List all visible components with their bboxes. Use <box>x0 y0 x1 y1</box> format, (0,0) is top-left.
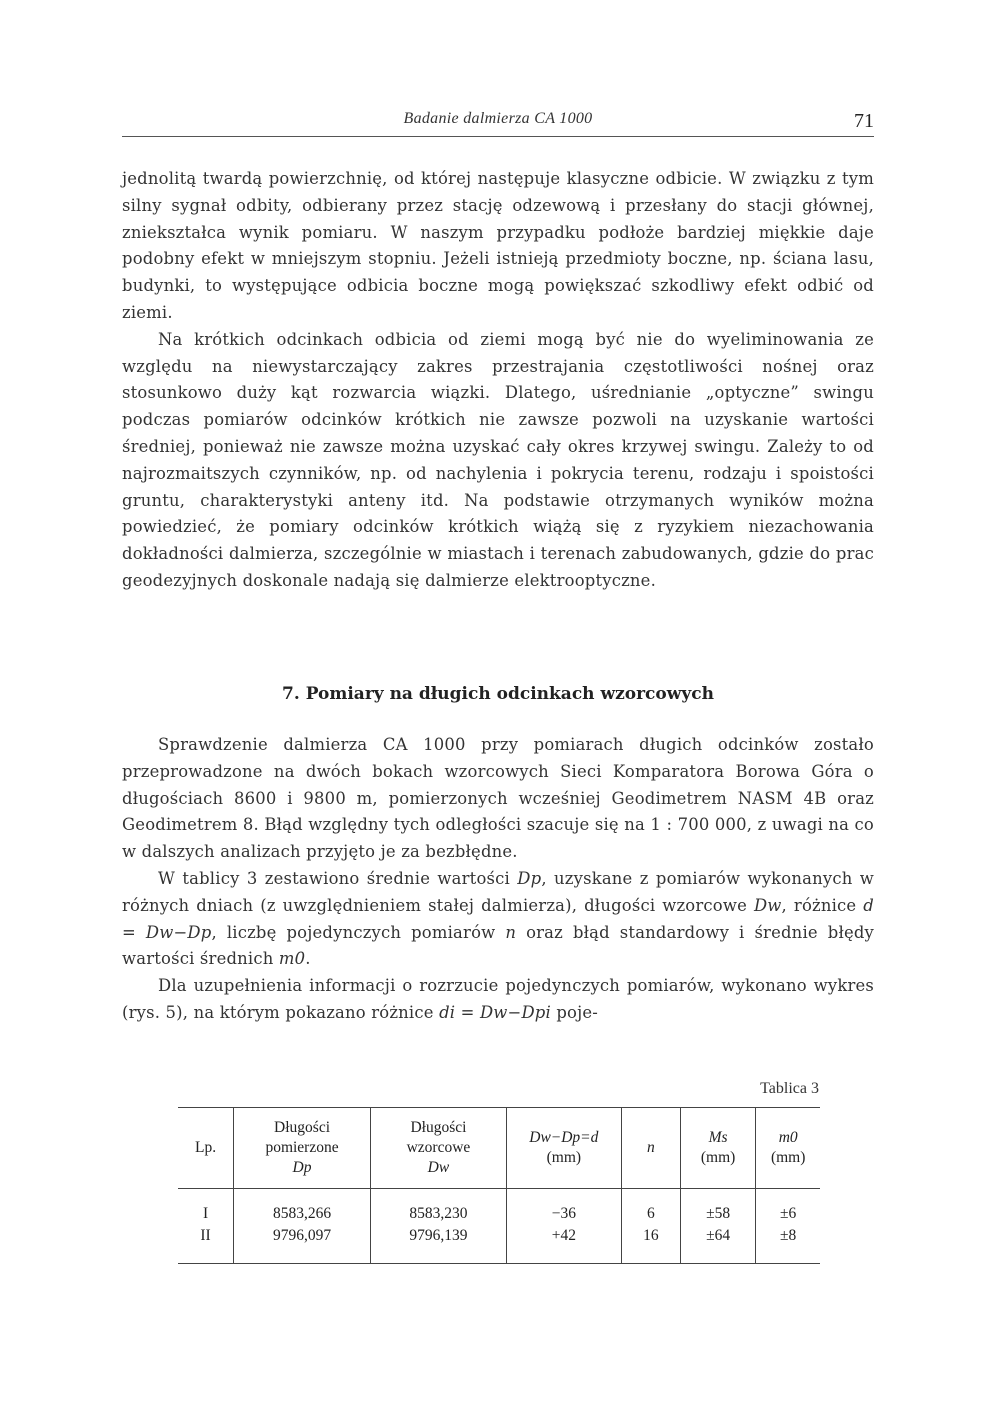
header-lp: Lp. <box>178 1108 234 1189</box>
cell-ms: ±58 <box>680 1189 755 1226</box>
running-title: Badanie dalmierza CA 1000 <box>403 110 593 127</box>
running-header <box>122 108 874 137</box>
math-symbol: Dp <box>517 868 542 888</box>
cell-m0: ±6 <box>756 1189 820 1226</box>
cell-m0: ±8 <box>756 1225 820 1264</box>
cell-lp: I <box>202 1205 209 1222</box>
paragraph: Sprawdzenie dalmierza CA 1000 przy pomiarach długich odcinków zostało przeprowadzone na dwóch bokach wzorcowych Sieci Komparatora Borowa Góra o długościach 8600 i 9800 m, pomierzonych wcześniej Geodimetrem NASM 4B oraz Geodimetrem 8. Błąd względny tych odległości szacuje się na 1 : 700 000, z uwagi na co w dalszych analizach przyjęto je za bezbłędne. <box>122 735 874 862</box>
math-symbol: Dw <box>753 895 782 915</box>
header-reference-length: Długości wzorcowe Dw <box>370 1108 506 1189</box>
results-table <box>178 1107 820 1264</box>
math-symbol: d = Dw−Dp <box>122 895 874 942</box>
paragraph: Na krótkich odcinkach odbicia od ziemi mogą być nie do wyeliminowania ze względu na niewystarczający zakres przestrajania częstotliwości nośnej oraz stosunkowo duży kąt rozwarcia wiązki. Dlatego, uśrednianie „optyczne” swingu podczas pomiarów odcinków krótkich nie zawsze pozwoli na uzyskanie wartości średniej, ponieważ nie zawsze można uzyskać cały okres krzywej swingu. Zależy to od najrozmaitszych czynników, np. od nachylenia i pokrycia terenu, rodzaju i spoistości gruntu, charakterystyki anteny itd. Na podstawie otrzymanych wyników można powiedzieć, że pomiary odcinków krótkich wiążą się z ryzykiem niezachowania dokładności dalmierza, szczególnie w miastach i terenach zabudowanych, gdzie do prac geodezyjnych doskonale nadają się dalmierze elektrooptyczne. <box>122 329 874 590</box>
section-heading: 7. Pomiary na długich odcinkach wzorcowych <box>282 684 714 704</box>
text-run: oraz błąd standardowy i średnie błędy wartości średnich <box>122 922 875 969</box>
text-run: , różnice <box>781 895 864 915</box>
cell-d: −36 <box>506 1189 621 1226</box>
text-run: W tablicy 3 zestawiono średnie wartości <box>158 868 518 888</box>
page-number: 71 <box>854 110 874 132</box>
paragraph <box>122 866 874 973</box>
paragraph: jednolitą twardą powierzchnię, od której następuje klasyczne odbicie. W związku z tym silny sygnał odbity, odbierany przez stację odzewową i przesłany do stacji głównej, zniekształca wynik pomiaru. W naszym przypadku podłoże bardziej miękkie daje podobny efekt w mniejszym stopniu. Jeżeli istnieją przedmioty boczne, np. ściana lasu, budynki, to występujące odbicia boczne mogą powiększać szkodliwy efekt odbić od ziemi. <box>122 169 874 322</box>
intro-text-block <box>122 166 874 595</box>
table-caption: Tablica 3 <box>760 1080 819 1097</box>
text-run: , liczbę pojedynczych pomiarów <box>211 922 506 942</box>
math-symbol: m0 <box>278 949 306 969</box>
table-row <box>178 1189 820 1226</box>
text-run: poje- <box>550 1002 599 1022</box>
cell-dw: 8583,230 <box>370 1189 506 1226</box>
header-count: n <box>621 1108 680 1189</box>
text-run: . <box>305 949 311 969</box>
cell-dp: 8583,266 <box>234 1189 371 1226</box>
text-run: Dla uzupełnienia informacji o rozrzucie pojedynczych pomiarów, wykonano wykres (rys. 5), na którym pokazano różnice <box>122 976 874 1022</box>
header-measured-length: Długości pomierzone Dp <box>234 1108 371 1189</box>
header-ms: Ms (mm) <box>680 1108 755 1189</box>
text-run: , uzyskane z pomiarów wykonanych w różnych dniach (z uwzględnieniem stałej dalmierza), długości wzorcowe <box>122 868 874 915</box>
cell-dw: 9796,139 <box>370 1225 506 1264</box>
table-row <box>178 1225 820 1264</box>
cell-dp: 9796,097 <box>234 1225 371 1264</box>
cell-n: 16 <box>621 1225 680 1264</box>
math-symbol: di = Dw−Dpi <box>439 1002 551 1022</box>
header-difference: Dw−Dp=d (mm) <box>506 1108 621 1189</box>
cell-d: +42 <box>506 1225 621 1264</box>
section-text-block <box>122 732 874 1027</box>
math-symbol: n <box>505 922 517 942</box>
cell-lp: II <box>178 1225 234 1264</box>
header-m0: m0 (mm) <box>756 1108 820 1189</box>
paragraph <box>122 973 874 1027</box>
table-header-row <box>178 1108 820 1189</box>
cell-ms: ±64 <box>680 1225 755 1264</box>
cell-n: 6 <box>621 1189 680 1226</box>
